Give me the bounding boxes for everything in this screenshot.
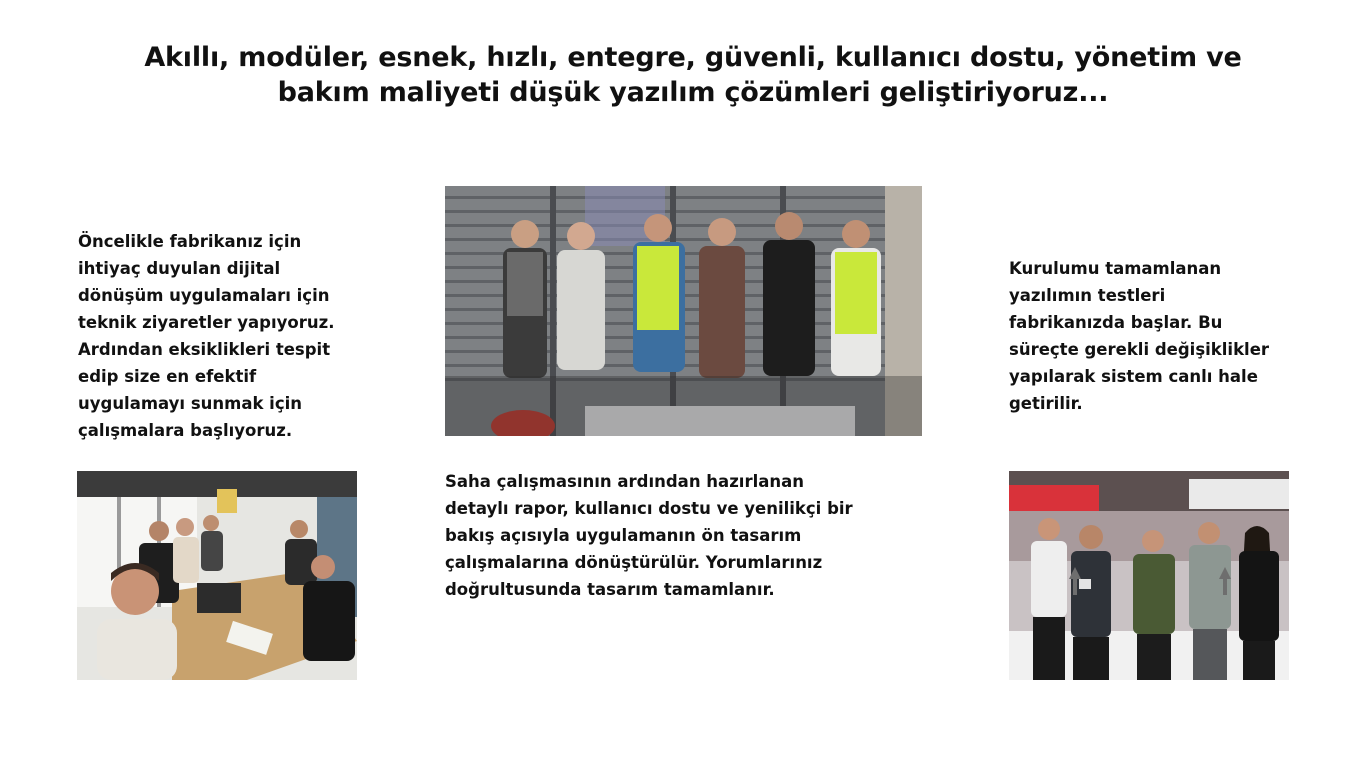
testing-line: getirilir. <box>1009 394 1083 413</box>
design-description <box>445 468 915 603</box>
headline-line-1: Akıllı, modüler, esnek, hızlı, entegre, güvenli, kullanıcı dostu, yönetim ve <box>144 42 1242 73</box>
testing-line: yazılımın testleri <box>1009 286 1166 305</box>
visit-line: dönüşüm uygulamaları için <box>78 286 330 305</box>
visit-description <box>78 228 378 444</box>
visit-line: teknik ziyaretler yapıyoruz. <box>78 313 335 332</box>
design-line: detaylı rapor, kullanıcı dostu ve yenilikçi bir <box>445 499 853 518</box>
testing-line: süreçte gerekli değişiklikler <box>1009 340 1270 359</box>
design-line: Saha çalışmasının ardından hazırlanan <box>445 472 805 491</box>
visit-line: edip size en efektif <box>78 367 257 386</box>
visit-line: Öncelikle fabrikanız için <box>78 232 302 251</box>
testing-line: fabrikanızda başlar. Bu <box>1009 313 1223 332</box>
headline-line-2: bakım maliyeti düşük yazılım çözümleri geliştiriyoruz... <box>277 77 1109 108</box>
page-headline <box>80 40 1306 110</box>
team-visit-photo <box>445 186 922 436</box>
testing-line: yapılarak sistem canlı hale <box>1009 367 1258 386</box>
design-line: doğrultusunda tasarım tamamlanır. <box>445 580 775 599</box>
visit-line: Ardından eksiklikleri tespit <box>78 340 331 359</box>
design-line: bakış açısıyla uygulamanın ön tasarım <box>445 526 802 545</box>
visit-line: ihtiyaç duyulan dijital <box>78 259 281 278</box>
visit-line: çalışmalara başlıyoruz. <box>78 421 293 440</box>
visit-line: uygulamayı sunmak için <box>78 394 303 413</box>
award-ceremony-photo <box>1009 471 1289 680</box>
design-line: çalışmalarına dönüştürülür. Yorumlarınız <box>445 553 823 572</box>
meeting-selfie-photo <box>77 471 357 680</box>
testing-line: Kurulumu tamamlanan <box>1009 259 1222 278</box>
testing-description <box>1009 255 1309 417</box>
